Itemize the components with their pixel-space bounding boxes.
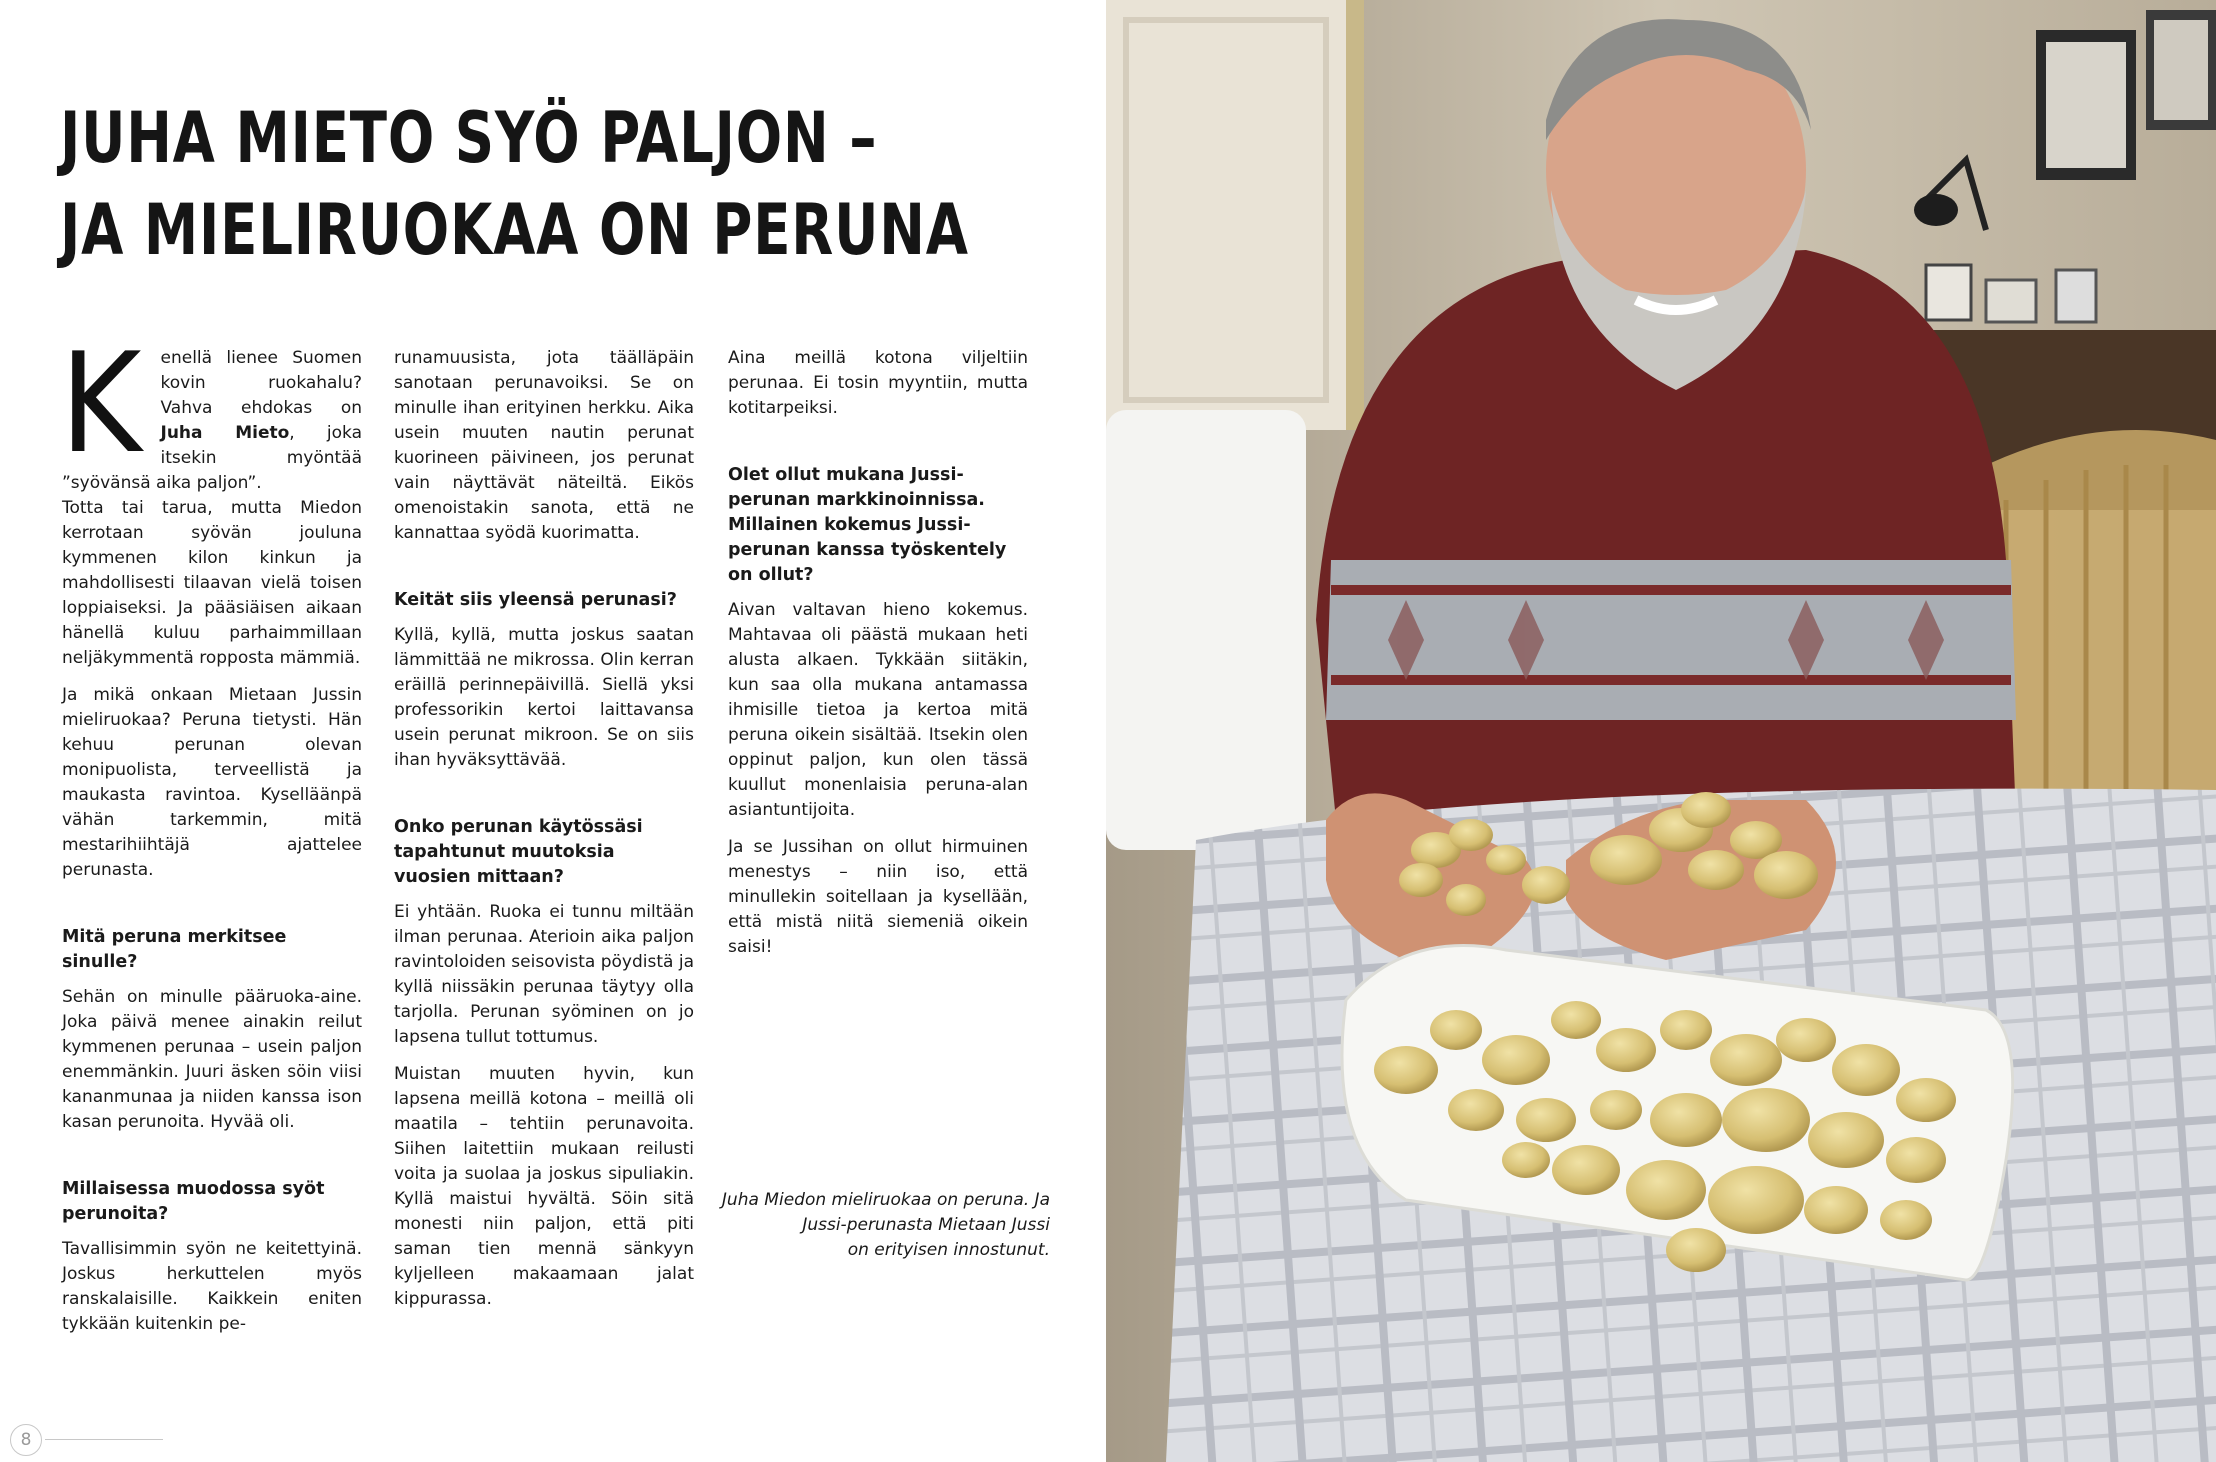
lead-text: ehdokas on: [241, 398, 362, 418]
headline-line-2: JA MIELIRUOKAA ON PERUNA: [60, 189, 969, 271]
answer: Ei yhtään. Ruoka ei tunnu miltään ilman perunaa. Aterioin aika paljon ravintoloiden seisovista pöydistä ja kyllä niissäkin perunaa täytyy olla tarjolla. Perunan syöminen on jo lapsena tullut tottumus.: [394, 902, 694, 1047]
answer: Kyllä, kyllä, mutta joskus saatan lämmittää ne mikrossa. Olin kerran eräillä perinnepäivillä. Siellä yksi professorikin kertoi laittavansa usein perunat mikroon. Se on siis ihan hyväksyttävää.: [394, 625, 694, 770]
paragraph: Totta tai tarua, mutta Miedon kerrotaan syövän jouluna kymmenen kilon kinkun ja mahdollisesti tilaavan vielä toisen loppiaiseksi. Ja pääsiäisen aikaan hänellä kuluu parhaimmillaan neljäkymmentä ropposta mämmiä.: [62, 498, 362, 668]
lead-paragraph: [60, 323, 362, 496]
answer: Muistan muuten hyvin, kun lapsena meillä kotona – meillä oli maatila – tehtiin perunavoita. Siihen laitettiin mukaan reilusti voita ja suolaa ja joskus sipuliakin. Kyllä maistui hyvältä. Söin sitä monesti niin paljon, että piti saman tien mennä sänkyyn kyljelleen makaamaan jalat kippurassa.: [394, 1064, 694, 1309]
answer: Sehän on minulle pääruoka-aine. Joka päivä menee ainakin reilut kymmenen perunaa – usein paljon enemmänkin. Juuri äsken söin viisi kananmunaa ja niiden kanssa ison kasan perunoita. Hyvää oli.: [62, 987, 362, 1132]
caption-line-2: Jussi-perunasta Mietaan Jussi: [802, 1215, 1050, 1235]
lead-name: Juha Mieto: [160, 423, 290, 443]
column-1: [60, 323, 362, 1349]
paragraph: Ja mikä onkaan Mietaan Jussin mieliruokaa? Peruna tietysti. Hän kehuu perunan olevan monipuolista, terveellistä ja maukasta ravintoa. Kyselläänpä vähän tarkemmin, mitä mestarihiihtäjä ajattelee perunasta.: [62, 685, 362, 880]
paragraph: runamuusista, jota täälläpäin sanotaan perunavoiksi. Se on minulle ihan erityinen herkku. Aika usein muuten nautin perunat kuorineen päivineen, jos perunat vain näyttävät näteiltä. Eikös omenoistakin sanota, että ne kannattaa syödä kuorimatta.: [394, 348, 694, 543]
column-3: [728, 346, 1028, 972]
left-page: [0, 0, 1106, 1462]
caption-line-3: on erityisen innostunut.: [847, 1240, 1050, 1260]
paragraph: Aina meillä kotona viljeltiin perunaa. Ei tosin myyntiin, mutta kotitarpeiksi.: [728, 348, 1028, 418]
question-heading: Keität siis yleensä perunasi?: [394, 590, 677, 610]
question-heading: Onko perunan käytössäsi tapahtunut muutoksia vuosien mittaan?: [394, 817, 643, 887]
footer-rule: [45, 1439, 163, 1440]
photo-caption: [700, 1188, 1050, 1263]
column-2: [394, 346, 694, 1324]
headline-line-1: JUHA MIETO SYÖ PALJON –: [60, 97, 878, 179]
lead-line-1: enellä lienee Suomen: [160, 348, 362, 368]
question-heading: Millaisessa muodossa syöt perunoita?: [62, 1179, 325, 1224]
caption-line-1: Juha Miedon mieliruokaa on peruna. Ja: [721, 1190, 1050, 1210]
question-heading: Olet ollut mukana Jussi-perunan markkinoinnissa. Millainen kokemus Jussi-perunan kanssa työskentely on ollut?: [728, 465, 1007, 585]
lead-line-2: kovin ruokahalu? Vahva: [160, 373, 362, 418]
lead-text-end: , joka itsekin myöntää ”syövänsä aika paljon”.: [62, 423, 362, 493]
headline: [60, 92, 969, 276]
photo-white-chair: [1106, 410, 1306, 850]
question-heading: Mitä peruna merkitsee sinulle?: [62, 927, 287, 972]
answer: Ja se Jussihan on ollut hirmuinen menestys – niin iso, että minullekin soitellaan ja kysellään, että mistä niitä siemeniä oikein saisi!: [728, 837, 1028, 957]
answer: Tavallisimmin syön ne keitettyinä. Joskus herkuttelen myös ranskalaisille. Kaikkein eniten tykkään kuitenkin pe-: [62, 1239, 362, 1334]
answer: Aivan valtavan hieno kokemus. Mahtavaa oli päästä mukaan heti alusta alkaen. Tykkään siitäkin, kun saa olla mukana antamassa ihmisille tietoa ja kertoa mitä peruna oikein sisältää. Itsekin olen oppinut paljon, kun olen tässä kuullut monenlaisia peruna-alan asiantuntijoita.: [728, 600, 1028, 820]
drop-cap: K: [60, 323, 142, 484]
page-number: 8: [10, 1424, 42, 1456]
portrait-photo: [1106, 0, 2216, 1462]
photo-door: [1106, 0, 1346, 430]
